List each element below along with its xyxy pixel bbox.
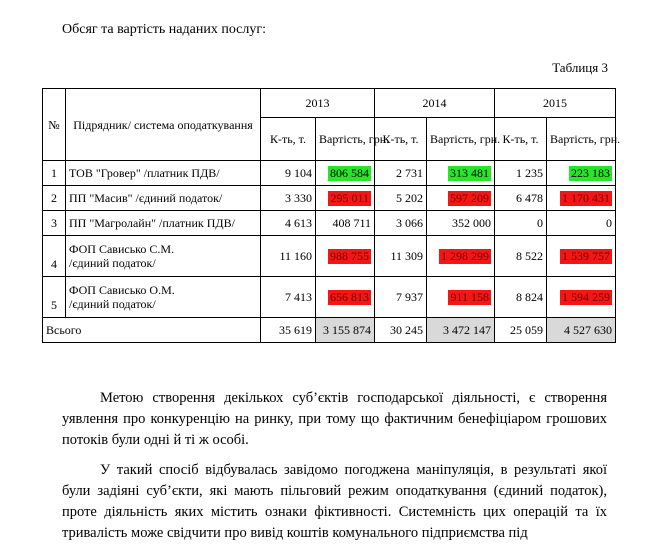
row-number: 5 <box>43 277 66 318</box>
total-qty-2013: 35 619 <box>261 318 316 343</box>
total-cost-2015: 4 527 630 <box>547 318 616 343</box>
total-label: Всього <box>43 318 261 343</box>
table-row <box>43 236 616 277</box>
qty-2015: 8 522 <box>495 236 547 277</box>
qty-2014: 5 202 <box>375 186 427 211</box>
cost-highlight: 313 481 <box>450 165 489 180</box>
table-row <box>43 186 616 211</box>
cost-highlight: 1 298 299 <box>441 248 489 263</box>
qty-2015: 1 235 <box>495 161 547 186</box>
qty-header-2013: К-ть, т. <box>261 118 316 161</box>
contractor-name-line: ФОП Сависько О.М. <box>69 283 175 297</box>
table-caption: Таблиця 3 <box>552 60 608 75</box>
qty-2014: 11 309 <box>375 236 427 277</box>
cost-2015 <box>547 236 616 277</box>
section-heading: Обсяг та вартість наданих послуг: <box>62 22 267 37</box>
cost-2015: 0 <box>547 211 616 236</box>
contractor-name: ПП "Масив" /єдиний податок/ <box>66 186 261 211</box>
qty-2014: 2 731 <box>375 161 427 186</box>
tax-status: /єдиний податок/ <box>69 256 156 270</box>
cost-highlight: 1 594 259 <box>562 289 610 304</box>
cost-highlight: 806 584 <box>330 165 369 180</box>
table-row <box>43 277 616 318</box>
cost-highlight: 223 183 <box>571 165 610 180</box>
contractor-name: ТОВ "Гровер" /платник ПДВ/ <box>66 161 261 186</box>
qty-2014: 3 066 <box>375 211 427 236</box>
cost-2013: 408 711 <box>316 211 375 236</box>
tax-status: /єдиний податок/ <box>69 297 156 311</box>
qty-2015: 8 824 <box>495 277 547 318</box>
cost-highlight: 988 755 <box>330 248 369 263</box>
total-qty-2015: 25 059 <box>495 318 547 343</box>
qty-2013: 9 104 <box>261 161 316 186</box>
col-header-contractor: Підрядник/ система оподаткування <box>66 89 261 161</box>
qty-header-2014: К-ть, т. <box>375 118 427 161</box>
cost-2013 <box>316 277 375 318</box>
cost-highlight: 597 209 <box>450 190 489 205</box>
cost-highlight: 1 170 431 <box>562 190 610 205</box>
services-table <box>42 88 621 343</box>
contractor-name: ПП "Магролайн" /платник ПДВ/ <box>66 211 261 236</box>
cost-2014 <box>427 186 495 211</box>
cost-2015 <box>547 277 616 318</box>
cost-2013 <box>316 161 375 186</box>
year-header-2015: 2015 <box>495 89 616 118</box>
cost-header-2014: Вартість, грн. <box>427 118 495 161</box>
table-row <box>43 161 616 186</box>
year-header-2014: 2014 <box>375 89 495 118</box>
col-header-number: № <box>43 89 66 161</box>
cost-2013 <box>316 236 375 277</box>
total-row <box>43 318 616 343</box>
row-number: 3 <box>43 211 66 236</box>
qty-2013: 3 330 <box>261 186 316 211</box>
cost-2015 <box>547 186 616 211</box>
paragraph-purpose: Метою створення декількох суб’єктів господарської діяльності, є створення уявлення про конкуренцію на ринку, при тому що фактичним бенефіціаром грошових потоків були одні й ті ж особі. <box>62 390 607 448</box>
cost-header-2013: Вартість, грн. <box>316 118 375 161</box>
cost-highlight: 295 011 <box>330 190 369 205</box>
header-row-years <box>43 89 616 118</box>
cost-highlight: 656 813 <box>330 289 369 304</box>
cost-2014: 352 000 <box>427 211 495 236</box>
qty-2014: 7 937 <box>375 277 427 318</box>
cost-highlight: 911 158 <box>450 289 489 304</box>
qty-2013: 4 613 <box>261 211 316 236</box>
cost-2015 <box>547 161 616 186</box>
contractor-name <box>66 236 261 277</box>
contractor-name-line: ФОП Сависько С.М. <box>69 242 175 256</box>
cost-highlight: 1 539 757 <box>562 248 610 263</box>
cost-2013 <box>316 186 375 211</box>
row-number: 1 <box>43 161 66 186</box>
row-number: 4 <box>43 236 66 277</box>
qty-header-2015: К-ть, т. <box>495 118 547 161</box>
total-cost-2014: 3 472 147 <box>427 318 495 343</box>
cost-2014 <box>427 236 495 277</box>
paragraph-manipulation: У такий спосіб відбувалась завідомо погоджена маніпуляція, в результаті якої були задіяні суб’єкти, які мають пільговий режим оподаткування (єдиний податок), проте діяльність яких містить ознаки фіктивності. Системність цих операцій та їх тривалість може свідчити про вивід коштів комунального підприємства під <box>62 462 607 541</box>
cost-2014 <box>427 277 495 318</box>
year-header-2013: 2013 <box>261 89 375 118</box>
contractor-name <box>66 277 261 318</box>
qty-2013: 11 160 <box>261 236 316 277</box>
qty-2015: 6 478 <box>495 186 547 211</box>
total-qty-2014: 30 245 <box>375 318 427 343</box>
table-row <box>43 211 616 236</box>
qty-2015: 0 <box>495 211 547 236</box>
row-number: 2 <box>43 186 66 211</box>
cost-header-2015: Вартість, грн. <box>547 118 616 161</box>
qty-2013: 7 413 <box>261 277 316 318</box>
total-cost-2013: 3 155 874 <box>316 318 375 343</box>
cost-2014 <box>427 161 495 186</box>
